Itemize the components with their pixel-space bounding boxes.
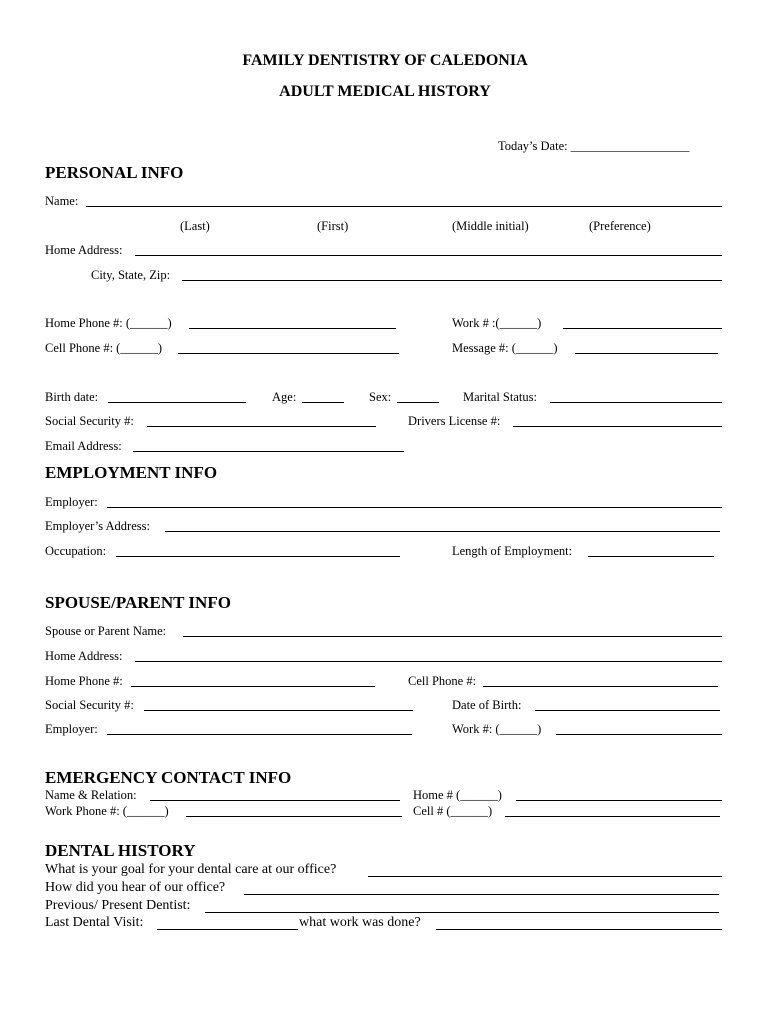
spouse-work-phone-label: Work #: (______) bbox=[452, 722, 542, 736]
name-label: Name: bbox=[45, 194, 79, 208]
middle-initial-caption: (Middle initial) bbox=[452, 219, 529, 233]
marital-status-field[interactable] bbox=[550, 402, 722, 403]
ssn-label: Social Security #: bbox=[45, 414, 134, 428]
work-done-field[interactable] bbox=[436, 929, 722, 930]
sex-field[interactable] bbox=[397, 402, 439, 403]
message-phone-field[interactable] bbox=[575, 353, 718, 354]
emergency-name-label: Name & Relation: bbox=[45, 788, 137, 802]
todays-date-field[interactable]: Today’s Date: ___________________ bbox=[498, 139, 690, 153]
personal-info-heading: PERSONAL INFO bbox=[45, 163, 184, 182]
last-caption: (Last) bbox=[180, 219, 210, 233]
hear-of-office-field[interactable] bbox=[244, 894, 719, 895]
spouse-home-phone-field[interactable] bbox=[131, 686, 375, 687]
emergency-name-field[interactable] bbox=[150, 800, 400, 801]
birth-date-label: Birth date: bbox=[45, 390, 99, 404]
age-label: Age: bbox=[272, 390, 297, 404]
emergency-work-phone-field[interactable] bbox=[186, 816, 402, 817]
cell-phone-field[interactable] bbox=[178, 353, 399, 354]
marital-status-label: Marital Status: bbox=[463, 390, 537, 404]
birth-date-field[interactable] bbox=[108, 402, 246, 403]
employer-address-label: Employer’s Address: bbox=[45, 519, 150, 533]
emergency-contact-heading: EMERGENCY CONTACT INFO bbox=[45, 768, 292, 787]
cell-phone-label: Cell Phone #: (______) bbox=[45, 341, 163, 355]
work-phone-field[interactable] bbox=[563, 328, 722, 329]
employer-label: Employer: bbox=[45, 495, 98, 509]
hear-of-office-label: How did you hear of our office? bbox=[45, 880, 226, 895]
spouse-cell-phone-field[interactable] bbox=[483, 686, 718, 687]
emergency-home-phone-label: Home # (______) bbox=[413, 788, 502, 802]
emergency-work-phone-label: Work Phone #: (______) bbox=[45, 804, 169, 818]
city-state-zip-label: City, State, Zip: bbox=[91, 268, 171, 282]
city-state-zip-field[interactable] bbox=[182, 280, 722, 281]
spouse-name-field[interactable] bbox=[183, 636, 722, 637]
dental-history-heading: DENTAL HISTORY bbox=[45, 841, 196, 860]
emergency-cell-phone-field[interactable] bbox=[505, 816, 720, 817]
home-phone-label: Home Phone #: (______) bbox=[45, 316, 172, 330]
emergency-home-phone-field[interactable] bbox=[516, 800, 722, 801]
employment-info-heading: EMPLOYMENT INFO bbox=[45, 463, 218, 482]
spouse-employer-label: Employer: bbox=[45, 722, 98, 736]
form-subtitle: ADULT MEDICAL HISTORY bbox=[279, 83, 491, 100]
occupation-field[interactable] bbox=[116, 556, 400, 557]
spouse-parent-info-heading: SPOUSE/PARENT INFO bbox=[45, 593, 231, 612]
previous-dentist-field[interactable] bbox=[205, 912, 719, 913]
length-of-employment-label: Length of Employment: bbox=[452, 544, 573, 558]
home-address-label: Home Address: bbox=[45, 243, 123, 257]
sex-label: Sex: bbox=[369, 390, 392, 404]
email-label: Email Address: bbox=[45, 439, 122, 453]
spouse-employer-field[interactable] bbox=[107, 734, 412, 735]
ssn-field[interactable] bbox=[147, 426, 376, 427]
spouse-ssn-label: Social Security #: bbox=[45, 698, 134, 712]
spouse-home-address-field[interactable] bbox=[135, 661, 722, 662]
home-address-field[interactable] bbox=[135, 255, 722, 256]
dental-goal-field[interactable] bbox=[368, 876, 722, 877]
drivers-license-label: Drivers License #: bbox=[408, 414, 501, 428]
last-dental-visit-label: Last Dental Visit: bbox=[45, 915, 144, 930]
previous-dentist-label: Previous/ Present Dentist: bbox=[45, 898, 191, 913]
spouse-ssn-field[interactable] bbox=[144, 710, 413, 711]
name-field[interactable] bbox=[86, 206, 722, 207]
spouse-home-address-label: Home Address: bbox=[45, 649, 123, 663]
work-phone-label: Work # :(______) bbox=[452, 316, 542, 330]
spouse-home-phone-label: Home Phone #: bbox=[45, 674, 123, 688]
form-title: FAMILY DENTISTRY OF CALEDONIA bbox=[242, 52, 528, 69]
email-field[interactable] bbox=[133, 451, 404, 452]
length-of-employment-field[interactable] bbox=[588, 556, 714, 557]
dental-goal-label: What is your goal for your dental care at our office? bbox=[45, 862, 337, 877]
drivers-license-field[interactable] bbox=[513, 426, 722, 427]
spouse-work-phone-field[interactable] bbox=[556, 734, 722, 735]
message-phone-label: Message #: (______) bbox=[452, 341, 558, 355]
employer-field[interactable] bbox=[107, 507, 722, 508]
spouse-dob-label: Date of Birth: bbox=[452, 698, 522, 712]
spouse-cell-phone-label: Cell Phone #: bbox=[408, 674, 477, 688]
spouse-dob-field[interactable] bbox=[535, 710, 720, 711]
emergency-cell-phone-label: Cell # (______) bbox=[413, 804, 493, 818]
employer-address-field[interactable] bbox=[165, 531, 720, 532]
last-dental-visit-field[interactable] bbox=[157, 929, 298, 930]
age-field[interactable] bbox=[302, 402, 344, 403]
home-phone-field[interactable] bbox=[189, 328, 396, 329]
first-caption: (First) bbox=[317, 219, 349, 233]
occupation-label: Occupation: bbox=[45, 544, 107, 558]
preference-caption: (Preference) bbox=[589, 219, 651, 233]
spouse-name-label: Spouse or Parent Name: bbox=[45, 624, 167, 638]
work-done-label: what work was done? bbox=[299, 915, 421, 930]
